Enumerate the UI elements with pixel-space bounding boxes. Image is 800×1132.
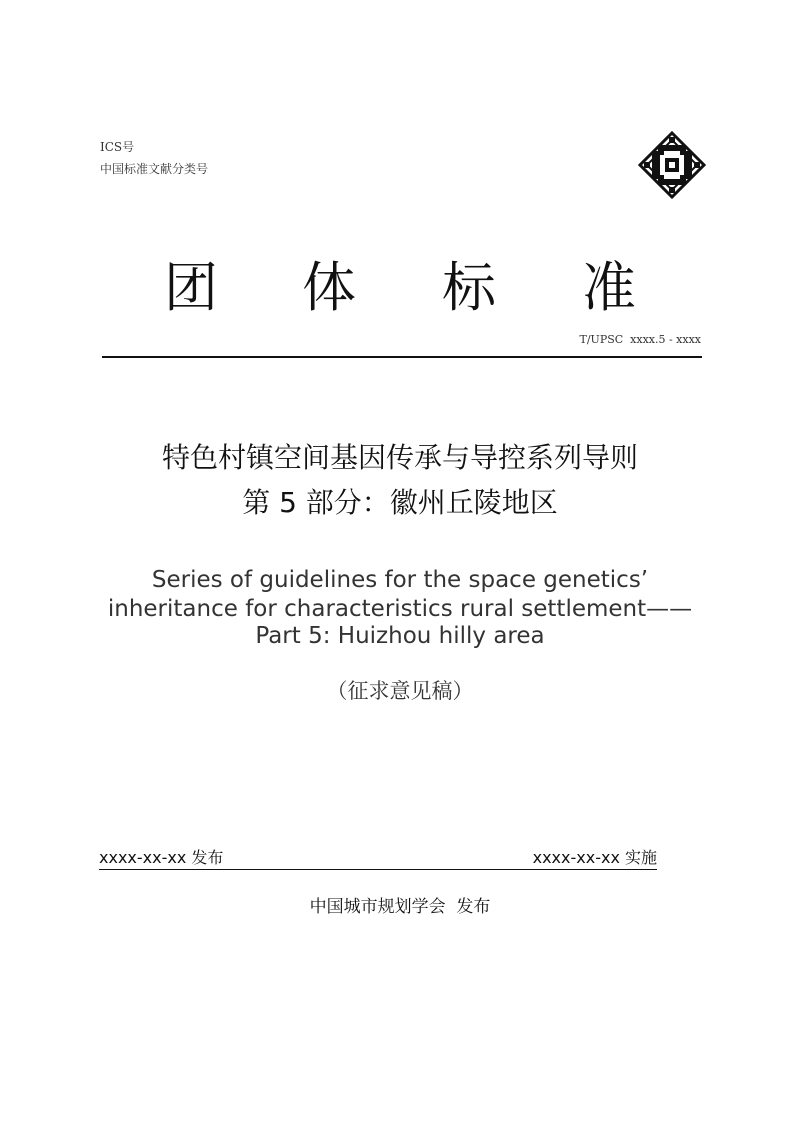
ics-number: ICS号	[100, 140, 135, 154]
english-title-line-3: Part 5: Huizhou hilly area	[255, 623, 545, 649]
standard-type-char: 团	[164, 256, 218, 319]
publisher: 中国城市规划学会 发布	[309, 897, 491, 917]
header-divider	[102, 356, 702, 358]
standard-type-char: 准	[582, 256, 636, 319]
chinese-title-line-1: 特色村镇空间基因传承与导控系列导则	[161, 441, 638, 474]
issue-date: xxxx-xx-xx 发布	[99, 848, 224, 867]
chinese-title-line-2: 第 5 部分：徽州丘陵地区	[242, 486, 558, 519]
association-emblem-icon	[638, 131, 706, 199]
english-title-line-2: inheritance for characteristics rural settlement——	[107, 596, 693, 622]
standard-type-title	[0, 253, 800, 323]
date-row	[99, 847, 657, 870]
implementation-date: xxxx-xx-xx 实施	[532, 848, 657, 867]
standard-code: T/UPSC xxxx.5 - xxxx	[579, 333, 701, 346]
english-title-line-1: Series of guidelines for the space genetics’	[151, 567, 649, 593]
draft-status: （征求意见稿）	[326, 679, 474, 703]
ccs-number: 中国标准文献分类号	[100, 162, 209, 176]
standard-type-char: 标	[442, 256, 496, 319]
standard-type-char: 体	[302, 256, 356, 319]
